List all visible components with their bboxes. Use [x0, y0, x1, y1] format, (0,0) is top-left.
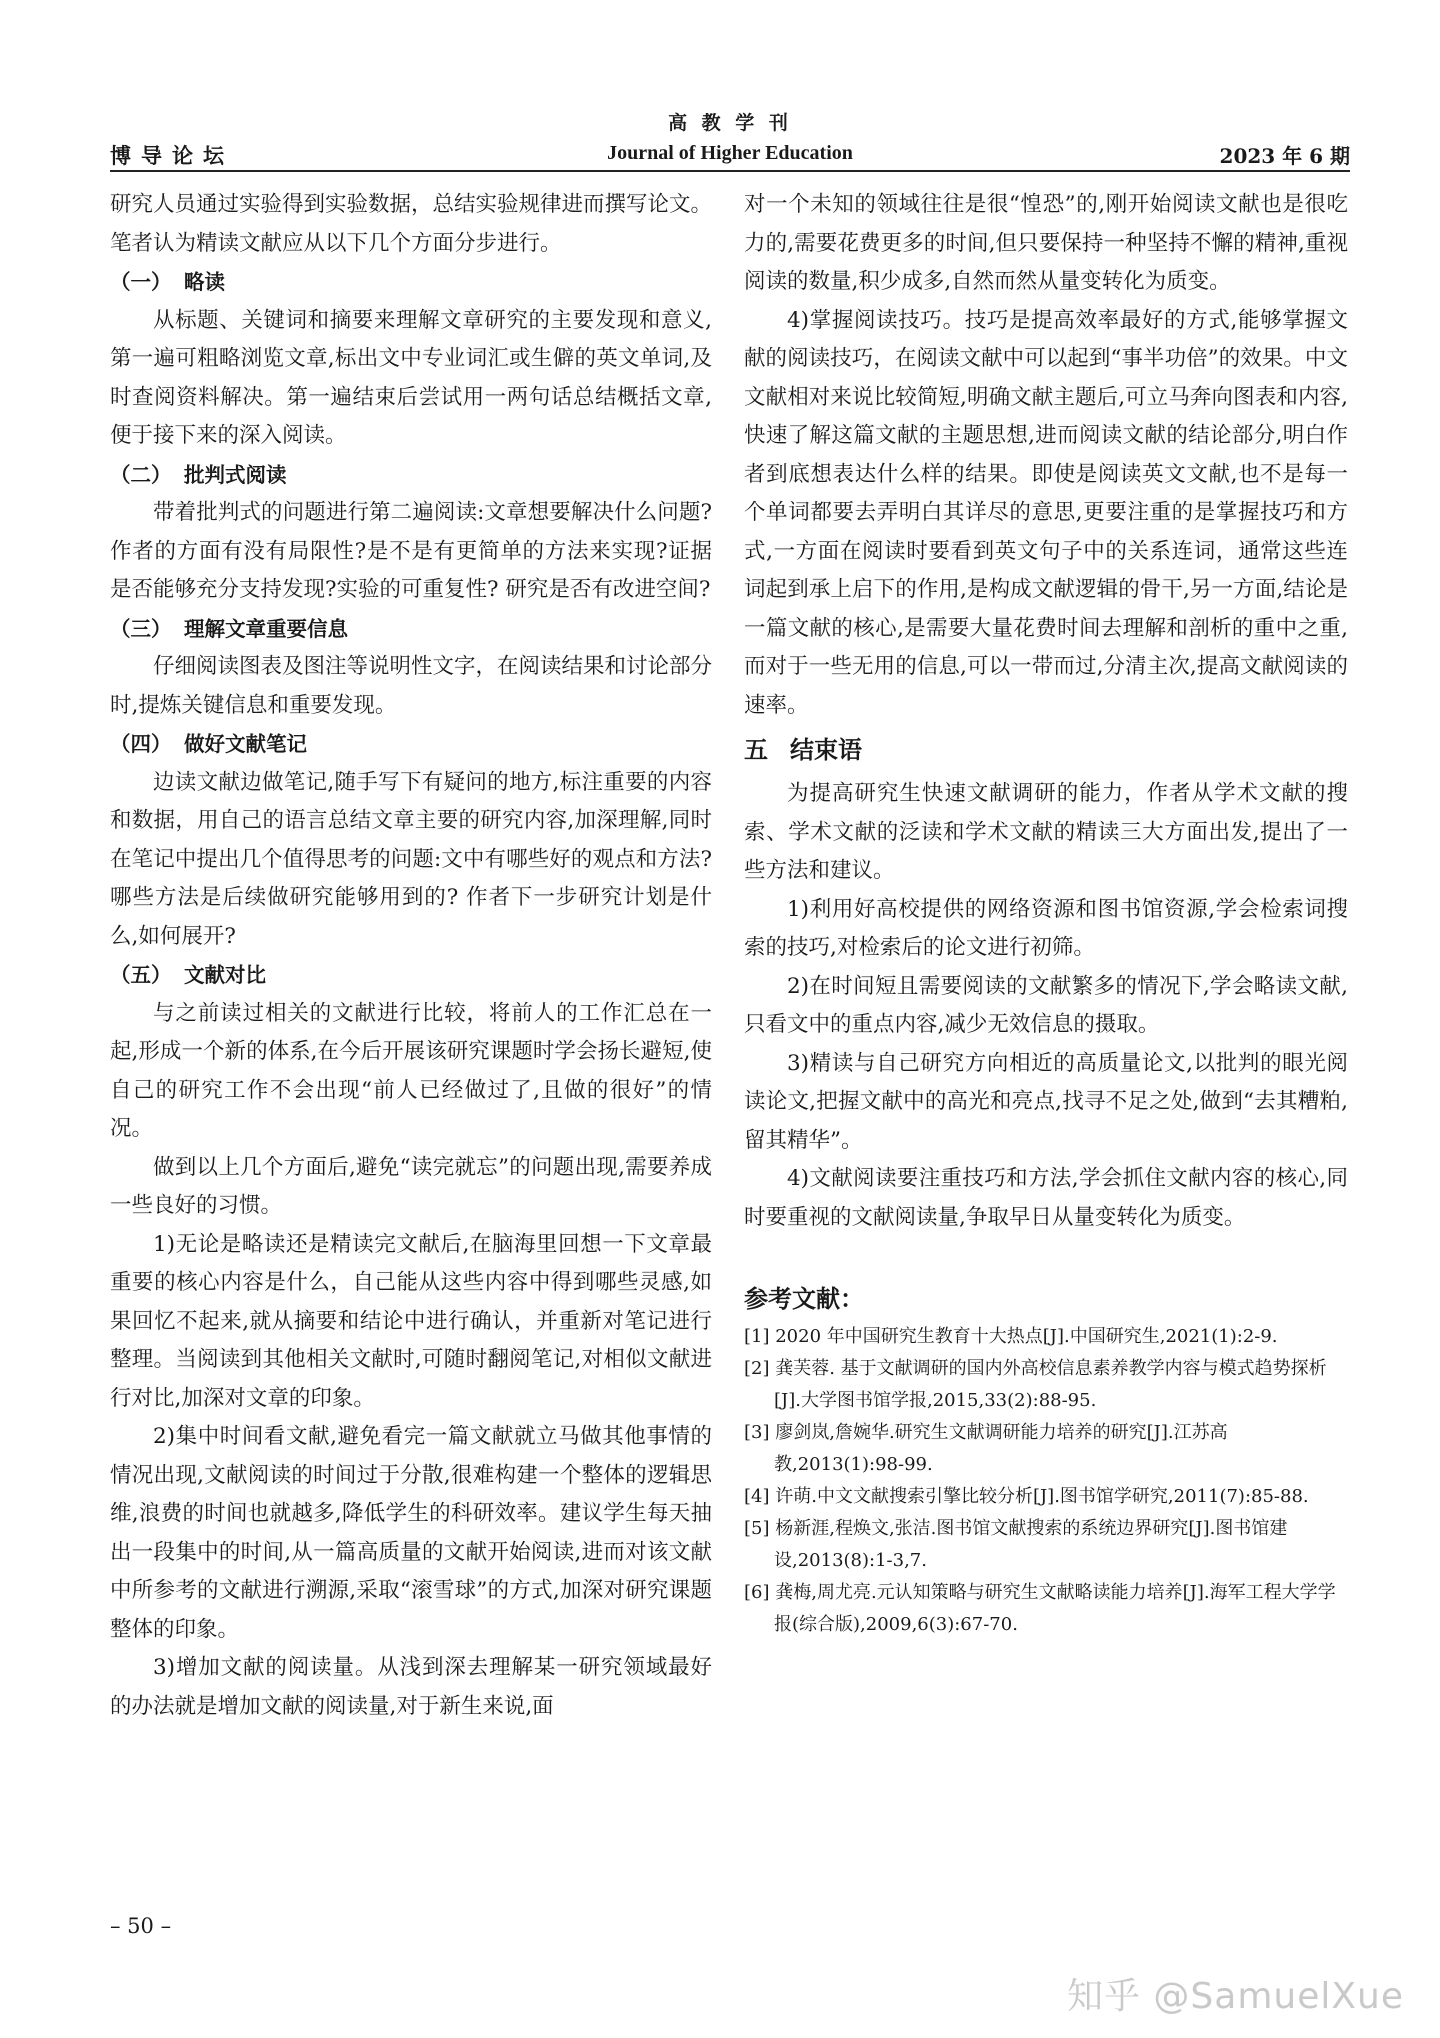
subsection-heading — [110, 725, 712, 764]
subsection-number: （二） — [110, 462, 172, 487]
subsection-number: （四） — [110, 732, 172, 756]
reference-item: [6] 龚梅,周尤亮.元认知策略与研究生文献略读能力培养[J].海军工程大学学报(综合版),2009,6(3):67-70. — [744, 1582, 1336, 1635]
reference-item: [4] 许萌.中文文献搜索引擎比较分析[J].图书馆学研究,2011(7):85-88. — [744, 1486, 1309, 1507]
subsection-title: 理解文章重要信息 — [184, 616, 348, 641]
subsection-title: 文献对比 — [184, 963, 266, 987]
subsection-number: （一） — [110, 270, 172, 294]
paragraph: 2)集中时间看文献,避免看完一篇文献就立马做其他事情的情况出现,文献阅读的时间过于分散,很难构建一个整体的逻辑思维,浪费的时间也就越多,降低学生的科研效率。建议学生每天抽出一段集中的时间,从一篇高质量的文献开始阅读,进而对该文献中所参考的文献进行溯源,采取“滚雪球”的方式,加深对研究课题整体的印象。 — [110, 1424, 712, 1642]
header-rule — [110, 170, 1350, 172]
watermark: 知乎 @SamuelXue — [1066, 1976, 1404, 2017]
paragraph: 与之前读过相关的文献进行比较，将前人的工作汇总在一起,形成一个新的体系,在今后开展该研究课题时学会扬长避短,使自己的研究工作不会出现“前人已经做过了,且做的很好”的情况。 — [110, 1000, 712, 1141]
section-number: 五 — [744, 736, 768, 764]
subsection-number: （五） — [110, 963, 172, 987]
page-number: – 50 – — [110, 1914, 172, 1938]
subsection-heading — [110, 610, 712, 649]
subsection-heading — [110, 456, 712, 495]
reference-item: [1] 2020 年中国研究生教育十大热点[J].中国研究生,2021(1):2-9. — [744, 1326, 1278, 1347]
paragraph: 3)增加文献的阅读量。从浅到深去理解某一研究领域最好的办法就是增加文献的阅读量,对于新生来说,面 — [110, 1655, 712, 1719]
right-column — [744, 186, 1348, 1641]
subsection-number: （三） — [110, 616, 172, 641]
journal-title-en: Journal of Higher Education — [607, 142, 853, 164]
subsection-title: 做好文献笔记 — [184, 732, 307, 756]
paragraph: 1)无论是略读还是精读完文献后,在脑海里回想一下文章最重要的核心内容是什么，自己能从这些内容中得到哪些灵感,如果回忆不起来,就从摘要和结论中进行确认，并重新对笔记进行整理。当阅读到其他相关文献时,可随时翻阅笔记,对相似文献进行对比,加深对文章的印象。 — [110, 1231, 712, 1411]
paragraph: 从标题、关键词和摘要来理解文章研究的主要发现和意义,第一遍可粗略浏览文章,标出文中专业词汇或生僻的英文单词,及时查阅资料解决。第一遍结束后尝试用一两句话总结概括文章,便于接下来的深入阅读。 — [110, 307, 712, 448]
column-name: 博导论坛 — [110, 143, 234, 168]
subsection-heading — [110, 956, 712, 995]
references-heading: 参考文献： — [744, 1285, 864, 1313]
reference-item: [5] 杨新涯,程焕文,张洁.图书馆文献搜索的系统边界研究[J].图书馆建设,2013(8):1-3,7. — [744, 1518, 1288, 1571]
paragraph: 1)利用好高校提供的网络资源和图书馆资源,学会检索词搜索的技巧,对检索后的论文进行初筛。 — [744, 896, 1348, 960]
paragraph: 对一个未知的领域往往是很“惶恐”的,刚开始阅读文献也是很吃力的,需要花费更多的时间,但只要保持一种坚持不懈的精神,重视阅读的数量,积少成多,自然而然从量变转化为质变。 — [744, 192, 1348, 294]
paragraph: 研究人员通过实验得到实验数据，总结实验规律进而撰写论文。笔者认为精读文献应从以下几个方面分步进行。 — [110, 192, 713, 256]
paragraph: 2)在时间短且需要阅读的文献繁多的情况下,学会略读文献,只看文中的重点内容,减少无效信息的摄取。 — [744, 973, 1348, 1037]
left-column — [110, 186, 712, 1726]
paragraph: 3)精读与自己研究方向相近的高质量论文,以批判的眼光阅读论文,把握文献中的高光和亮点,找寻不足之处,做到“去其糟粕,留其精华”。 — [744, 1050, 1348, 1153]
issue-label: 2023 年 6 期 — [1219, 144, 1350, 168]
subsection-title: 批判式阅读 — [184, 462, 287, 487]
paragraph: 为提高研究生快速文献调研的能力，作者从学术文献的搜索、学术文献的泛读和学术文献的精读三大方面出发,提出了一些方法和建议。 — [744, 781, 1348, 883]
paragraph: 4)文献阅读要注重技巧和方法,学会抓住文献内容的核心,同时要重视的文献阅读量,争取早日从量变转化为质变。 — [744, 1166, 1348, 1230]
subsection-heading — [110, 263, 712, 302]
paragraph: 做到以上几个方面后,避免“读完就忘”的问题出现,需要养成一些良好的习惯。 — [110, 1154, 712, 1218]
reference-list — [744, 1321, 1348, 1641]
subsection-title: 略读 — [184, 270, 225, 294]
paragraph: 4)掌握阅读技巧。技巧是提高效率最好的方式,能够掌握文献的阅读技巧，在阅读文献中可以起到“事半功倍”的效果。中文文献相对来说比较简短,明确文献主题后,可立马奔向图表和内容,快速了解这篇文献的主题思想,进而阅读文献的结论部分,明白作者到底想表达什么样的结果。即使是阅读英文文献,也不是每一个单词都要去弄明白其详尽的意思,更要注重的是掌握技巧和方式,一方面在阅读时要看到英文句子中的关系连词，通常这些连词起到承上启下的作用,是构成文献逻辑的骨干,另一方面,结论是一篇文献的核心,是需要大量花费时间去理解和剖析的重中之重,而对于一些无用的信息,可以一带而过,分清主次,提高文献阅读的速率。 — [744, 307, 1348, 718]
journal-title-cn: 高 教 学 刊 — [668, 112, 792, 134]
page-header — [110, 108, 1350, 168]
reference-item: [3] 廖剑岚,詹婉华.研究生文献调研能力培养的研究[J].江苏高教,2013(1):98-99. — [744, 1422, 1228, 1475]
section-heading — [744, 727, 1348, 773]
paragraph: 边读文献边做笔记,随手写下有疑问的地方,标注重要的内容和数据，用自己的语言总结文章主要的研究内容,加深理解,同时在笔记中提出几个值得思考的问题:文中有哪些好的观点和方法? 哪些方法是后续做研究能够用到的? 作者下一步研究计划是什么,如何展开? — [110, 769, 712, 949]
paragraph: 仔细阅读图表及图注等说明性文字，在阅读结果和讨论部分时,提炼关键信息和重要发现。 — [110, 654, 713, 718]
paragraph: 带着批判式的问题进行第二遍阅读:文章想要解决什么问题?作者的方面有没有局限性?是不是有更简单的方法来实现?证据是否能够充分支持发现?实验的可重复性? 研究是否有改进空间? — [110, 500, 712, 602]
reference-item: [2] 龚芙蓉. 基于文献调研的国内外高校信息素养教学内容与模式趋势探析[J].大学图书馆学报,2015,33(2):88-95. — [744, 1358, 1327, 1411]
section-title: 结束语 — [790, 736, 862, 764]
